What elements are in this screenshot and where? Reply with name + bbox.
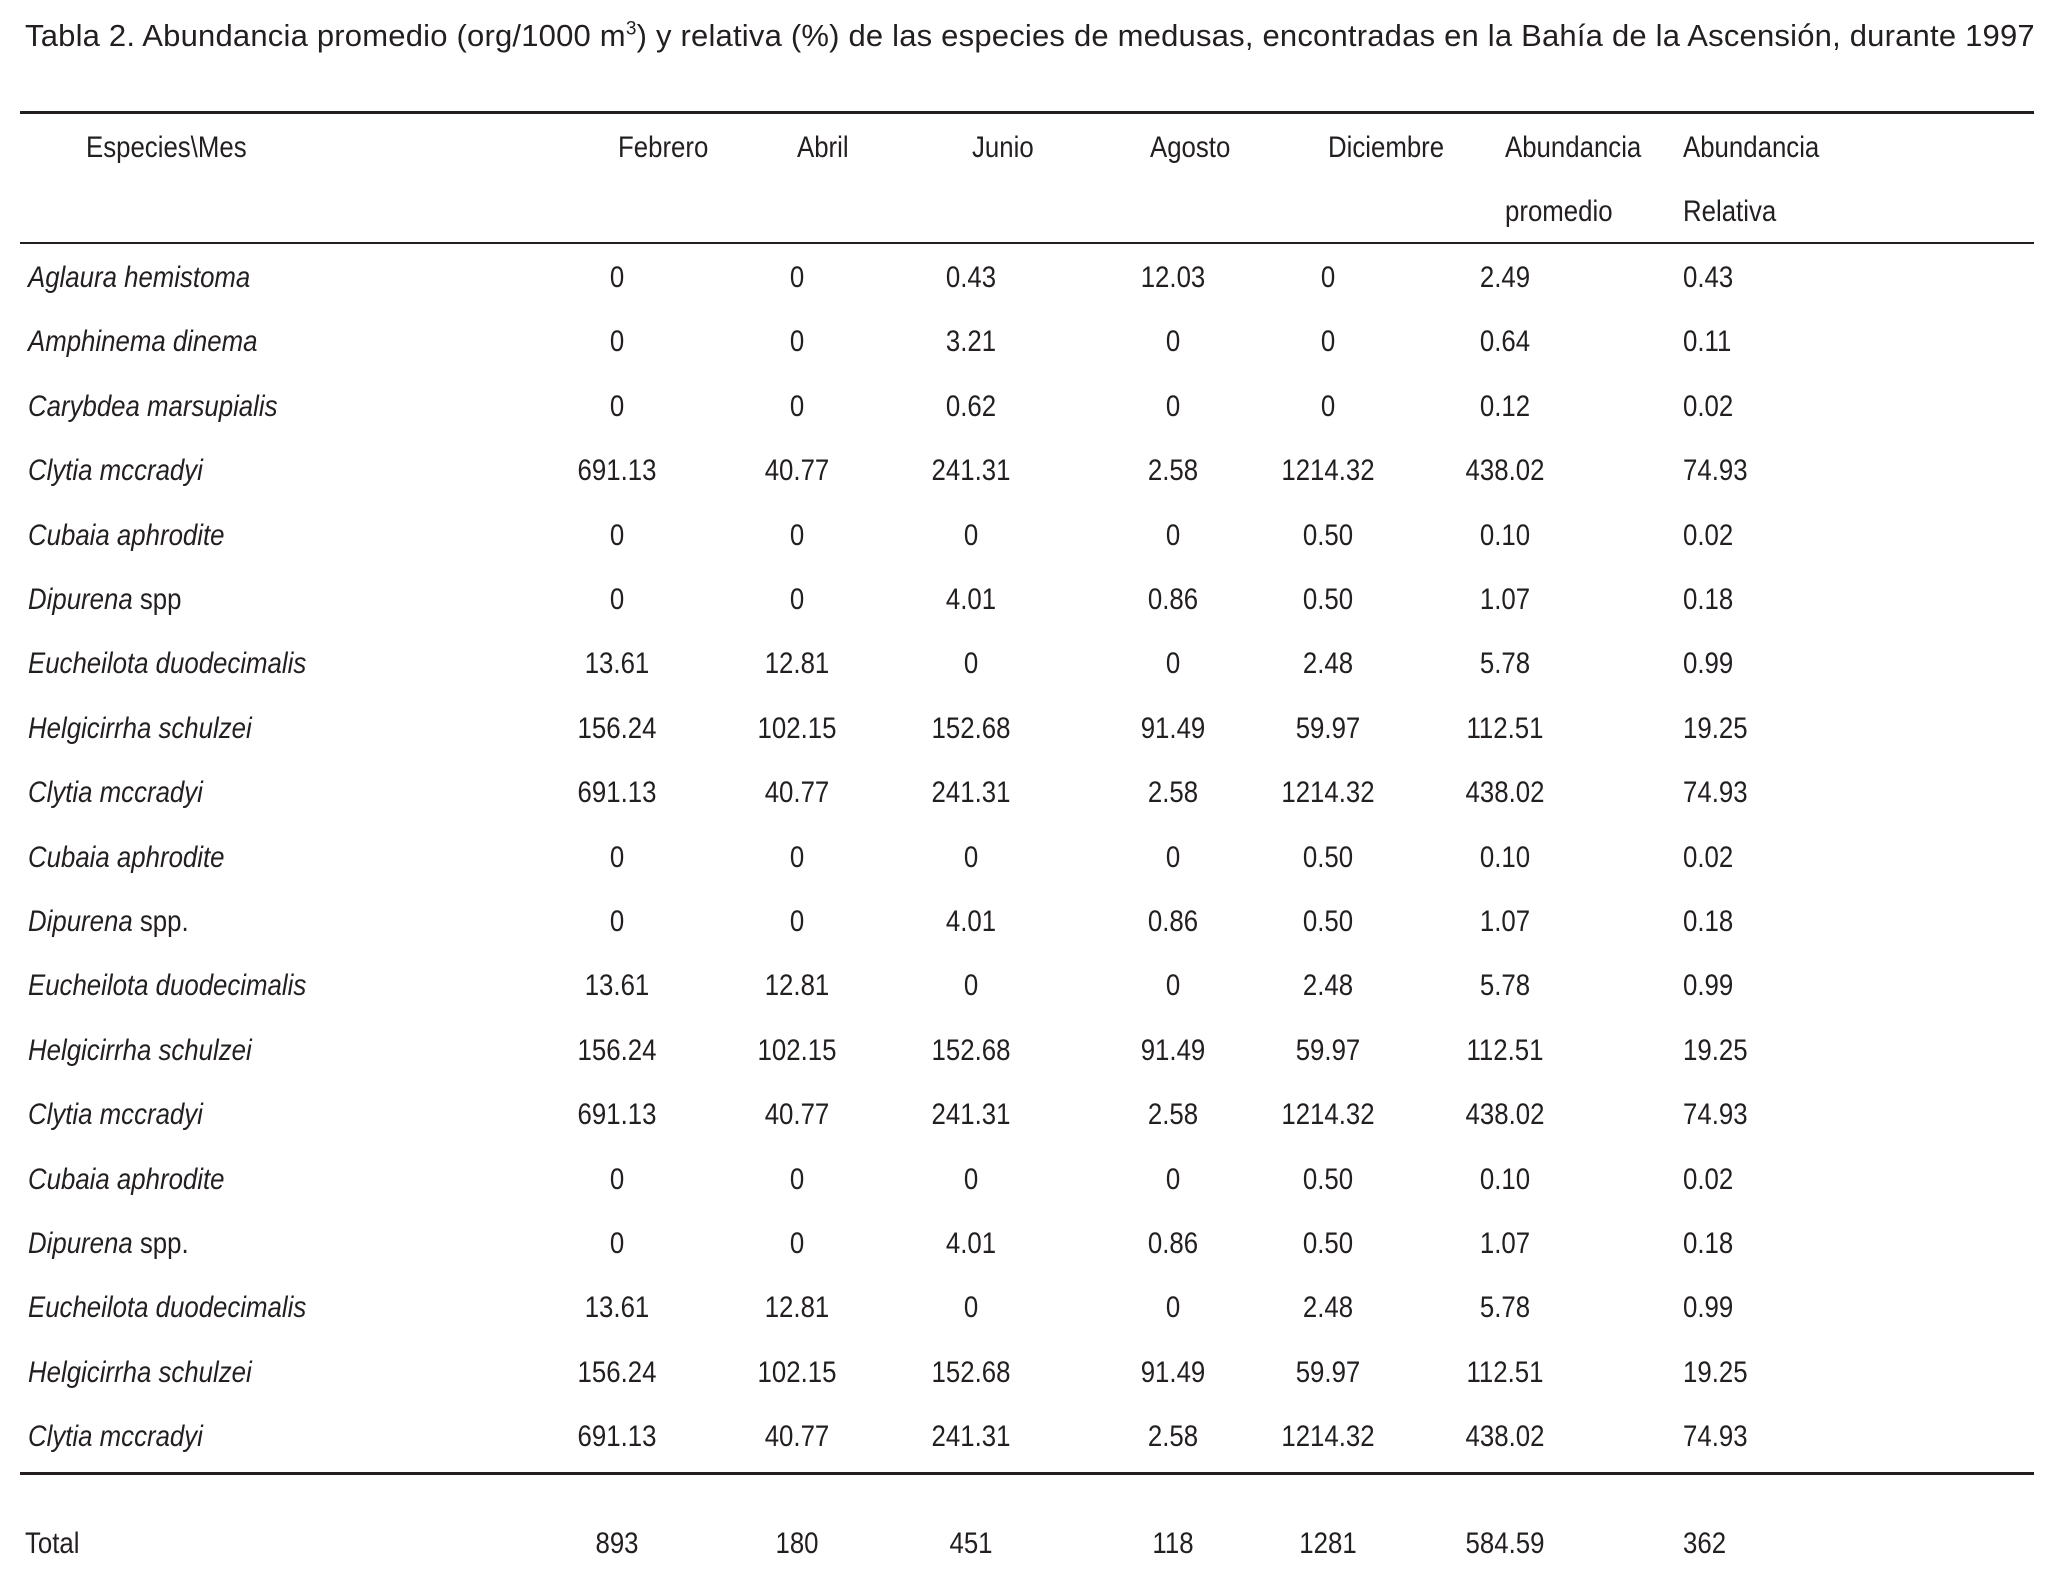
species-name: Clytia mccradyi <box>28 1098 203 1132</box>
cell-junio: 4.01 <box>945 905 997 938</box>
cell-febrero: 13.61 <box>584 1291 650 1325</box>
cell-relativa: 19.25 <box>1683 711 1748 745</box>
species-name: Helgicirrha schulzei <box>28 1355 252 1389</box>
cell-agosto: 0.86 <box>1147 583 1199 616</box>
species-name: Eucheilota duodecimalis <box>28 647 307 681</box>
cell-febrero: 0 <box>609 905 625 938</box>
cell-agosto: 2.58 <box>1147 454 1199 488</box>
cell-relativa: 0.02 <box>1683 840 1734 874</box>
cell-junio: 0 <box>963 1291 979 1325</box>
cell-diciembre: 1214.32 <box>1281 1098 1375 1132</box>
cell-abril: 0 <box>789 261 805 294</box>
table-row <box>0 1083 2050 1147</box>
table-row <box>0 310 2050 374</box>
species-name: Clytia mccradyi <box>28 776 203 810</box>
table-row <box>0 1341 2050 1405</box>
cell-febrero: 0 <box>609 583 625 616</box>
cell-diciembre: 2.48 <box>1302 1291 1354 1325</box>
table-row <box>0 504 2050 568</box>
cell-promedio: 0.10 <box>1479 518 1531 552</box>
species-name: Clytia mccradyi <box>28 454 203 488</box>
species-name: Helgicirrha schulzei <box>28 711 252 745</box>
cell-species <box>28 761 203 825</box>
cell-febrero: 0 <box>609 261 625 294</box>
total-relativa: 362 <box>1683 1527 1727 1560</box>
cell-abril: 0 <box>789 905 805 938</box>
cell-abril: 0 <box>789 1227 805 1260</box>
cell-febrero: 691.13 <box>577 776 657 810</box>
cell-agosto: 0 <box>1165 840 1181 874</box>
table-row <box>0 697 2050 761</box>
cell-relativa: 0.18 <box>1683 1227 1734 1260</box>
cell-relativa: 19.25 <box>1683 1033 1748 1067</box>
table-row <box>0 761 2050 825</box>
cell-abril: 0 <box>789 389 805 423</box>
header-abundancia-promedio-1: Abundancia <box>1505 131 1642 164</box>
cell-febrero: 13.61 <box>584 647 650 681</box>
total-abril: 180 <box>775 1527 819 1560</box>
cell-junio: 0 <box>963 518 979 552</box>
table-row <box>0 1019 2050 1083</box>
cell-diciembre: 59.97 <box>1295 1033 1361 1067</box>
cell-promedio: 112.51 <box>1466 1033 1544 1067</box>
cell-relativa: 0.99 <box>1683 647 1734 681</box>
cell-relativa: 74.93 <box>1683 776 1748 810</box>
table-row <box>0 1276 2050 1340</box>
cell-promedio: 0.12 <box>1479 389 1531 423</box>
cell-agosto: 0 <box>1165 389 1181 423</box>
species-suffix: spp <box>132 583 182 616</box>
table-row <box>0 439 2050 503</box>
header-abundancia-relativa-2: Relativa <box>1683 195 1777 228</box>
cell-relativa: 0.99 <box>1683 969 1734 1003</box>
caption-text-end: ) y relativa (%) de las especies de medusas, encontradas en la Bahía de la Ascensión, durante 1997 <box>636 18 2035 53</box>
cell-junio: 0.62 <box>945 389 997 423</box>
cell-junio: 0 <box>963 969 979 1003</box>
cell-species <box>28 826 225 890</box>
species-name: Dipurena <box>28 905 133 938</box>
cell-junio: 152.68 <box>931 1033 1011 1067</box>
cell-agosto: 2.58 <box>1147 1098 1199 1132</box>
cell-species <box>28 890 189 954</box>
total-row <box>0 1512 2050 1576</box>
header-agosto: Agosto <box>1150 131 1231 164</box>
cell-junio: 241.31 <box>931 1420 1011 1454</box>
cell-species <box>28 632 306 696</box>
cell-promedio: 1.07 <box>1479 1227 1531 1260</box>
cell-agosto: 2.58 <box>1147 776 1199 810</box>
table-row <box>0 632 2050 696</box>
cell-relativa: 0.02 <box>1683 1162 1734 1196</box>
cell-relativa: 0.02 <box>1683 389 1734 423</box>
cell-abril: 0 <box>789 583 805 616</box>
cell-relativa: 0.99 <box>1683 1291 1734 1325</box>
bottom-rule <box>20 1472 2034 1475</box>
cell-promedio: 0.10 <box>1479 840 1531 874</box>
cell-diciembre: 0.50 <box>1302 583 1354 616</box>
cell-diciembre: 1214.32 <box>1281 1420 1375 1454</box>
cell-agosto: 0 <box>1165 647 1181 681</box>
cell-febrero: 0 <box>609 325 625 359</box>
cell-relativa: 0.43 <box>1683 261 1734 294</box>
cell-diciembre: 0.50 <box>1302 840 1354 874</box>
species-name: Cubaia aphrodite <box>28 840 225 874</box>
cell-species <box>28 954 306 1018</box>
cell-relativa: 0.18 <box>1683 905 1734 938</box>
cell-species <box>28 504 225 568</box>
table-row <box>0 375 2050 439</box>
cell-promedio: 5.78 <box>1479 969 1531 1003</box>
cell-abril: 0 <box>789 325 805 359</box>
cell-abril: 40.77 <box>764 1420 830 1454</box>
cell-agosto: 0 <box>1165 1291 1181 1325</box>
cell-promedio: 5.78 <box>1479 647 1531 681</box>
cell-diciembre: 1214.32 <box>1281 776 1375 810</box>
species-name: Aglaura hemistoma <box>28 261 251 294</box>
cell-relativa: 74.93 <box>1683 454 1748 488</box>
cell-diciembre: 0.50 <box>1302 518 1354 552</box>
cell-species <box>28 1405 203 1469</box>
cell-junio: 241.31 <box>931 454 1011 488</box>
cell-diciembre: 0 <box>1320 389 1336 423</box>
cell-promedio: 5.78 <box>1479 1291 1531 1325</box>
cell-junio: 4.01 <box>945 1227 997 1260</box>
cell-febrero: 691.13 <box>577 1420 657 1454</box>
cell-agosto: 0 <box>1165 1162 1181 1196</box>
caption-superscript: 3 <box>625 18 637 40</box>
table-row <box>0 568 2050 632</box>
cell-abril: 40.77 <box>764 454 830 488</box>
cell-junio: 241.31 <box>931 1098 1011 1132</box>
cell-species <box>28 1212 189 1276</box>
cell-diciembre: 2.48 <box>1302 647 1354 681</box>
table-row <box>0 890 2050 954</box>
cell-abril: 102.15 <box>757 1033 837 1067</box>
header-abril: Abril <box>797 131 849 164</box>
cell-diciembre: 0.50 <box>1302 1162 1354 1196</box>
cell-agosto: 12.03 <box>1140 261 1206 294</box>
cell-junio: 4.01 <box>945 583 997 616</box>
cell-abril: 102.15 <box>757 711 837 745</box>
cell-species <box>28 1019 252 1083</box>
cell-promedio: 1.07 <box>1479 905 1531 938</box>
cell-abril: 40.77 <box>764 1098 830 1132</box>
cell-diciembre: 59.97 <box>1295 1355 1361 1389</box>
species-name: Eucheilota duodecimalis <box>28 1291 307 1325</box>
total-promedio: 584.59 <box>1465 1527 1545 1560</box>
cell-junio: 241.31 <box>931 776 1011 810</box>
cell-diciembre: 1214.32 <box>1281 454 1375 488</box>
cell-abril: 0 <box>789 840 805 874</box>
cell-abril: 12.81 <box>764 969 830 1003</box>
cell-abril: 12.81 <box>764 647 830 681</box>
cell-diciembre: 2.48 <box>1302 969 1354 1003</box>
cell-agosto: 0.86 <box>1147 1227 1199 1260</box>
cell-species <box>28 1276 306 1340</box>
species-name: Eucheilota duodecimalis <box>28 969 307 1003</box>
cell-species <box>28 1341 252 1405</box>
cell-promedio: 0.64 <box>1479 325 1531 359</box>
cell-species <box>28 1083 203 1147</box>
cell-junio: 0 <box>963 840 979 874</box>
species-name: Carybdea marsupialis <box>28 389 278 423</box>
cell-febrero: 691.13 <box>577 454 657 488</box>
cell-promedio: 112.51 <box>1466 1355 1544 1389</box>
cell-febrero: 156.24 <box>577 1033 657 1067</box>
cell-agosto: 0.86 <box>1147 905 1199 938</box>
cell-diciembre: 59.97 <box>1295 711 1361 745</box>
cell-abril: 40.77 <box>764 776 830 810</box>
cell-relativa: 19.25 <box>1683 1355 1748 1389</box>
cell-agosto: 91.49 <box>1140 711 1206 745</box>
table-row <box>0 1212 2050 1276</box>
cell-species <box>28 439 203 503</box>
header-rule <box>20 242 2034 244</box>
cell-junio: 152.68 <box>931 711 1011 745</box>
cell-diciembre: 0 <box>1320 261 1336 294</box>
table-row <box>0 1405 2050 1469</box>
cell-febrero: 156.24 <box>577 1355 657 1389</box>
species-name: Helgicirrha schulzei <box>28 1033 252 1067</box>
cell-promedio: 438.02 <box>1465 1420 1545 1454</box>
species-name: Cubaia aphrodite <box>28 1162 225 1196</box>
cell-agosto: 91.49 <box>1140 1355 1206 1389</box>
cell-agosto: 0 <box>1165 518 1181 552</box>
species-suffix: spp. <box>132 1227 189 1260</box>
cell-agosto: 0 <box>1165 969 1181 1003</box>
header-species: Especies\Mes <box>86 131 247 164</box>
cell-diciembre: 0.50 <box>1302 1227 1354 1260</box>
species-name: Amphinema dinema <box>28 325 258 359</box>
cell-febrero: 0 <box>609 389 625 423</box>
species-name: Cubaia aphrodite <box>28 518 225 552</box>
cell-junio: 0 <box>963 647 979 681</box>
total-label: Total <box>25 1527 80 1560</box>
cell-febrero: 156.24 <box>577 711 657 745</box>
cell-febrero: 0 <box>609 518 625 552</box>
cell-junio: 152.68 <box>931 1355 1011 1389</box>
cell-febrero: 13.61 <box>584 969 650 1003</box>
cell-relativa: 0.02 <box>1683 518 1734 552</box>
cell-promedio: 0.10 <box>1479 1162 1531 1196</box>
table-caption <box>25 16 2035 55</box>
cell-promedio: 438.02 <box>1465 776 1545 810</box>
header-junio: Junio <box>972 131 1034 164</box>
cell-species <box>28 1148 225 1212</box>
table-row <box>0 826 2050 890</box>
cell-junio: 0.43 <box>945 261 997 294</box>
top-rule <box>20 111 2034 114</box>
total-febrero: 893 <box>595 1527 639 1560</box>
cell-relativa: 0.11 <box>1683 325 1732 359</box>
total-diciembre: 1281 <box>1299 1527 1357 1560</box>
cell-relativa: 0.18 <box>1683 583 1734 616</box>
cell-promedio: 2.49 <box>1479 261 1531 294</box>
cell-promedio: 438.02 <box>1465 454 1545 488</box>
cell-febrero: 0 <box>609 1227 625 1260</box>
table-row <box>0 1148 2050 1212</box>
species-name: Dipurena <box>28 1227 133 1260</box>
cell-diciembre: 0 <box>1320 325 1336 359</box>
cell-relativa: 74.93 <box>1683 1098 1748 1132</box>
cell-abril: 12.81 <box>764 1291 830 1325</box>
cell-abril: 0 <box>789 518 805 552</box>
cell-promedio: 112.51 <box>1466 711 1544 745</box>
cell-febrero: 0 <box>609 1162 625 1196</box>
cell-promedio: 1.07 <box>1479 583 1531 616</box>
cell-abril: 102.15 <box>757 1355 837 1389</box>
cell-agosto: 91.49 <box>1140 1033 1206 1067</box>
cell-species <box>28 375 278 439</box>
cell-febrero: 0 <box>609 840 625 874</box>
cell-junio: 0 <box>963 1162 979 1196</box>
table-row <box>0 954 2050 1018</box>
species-name: Clytia mccradyi <box>28 1420 203 1454</box>
cell-agosto: 0 <box>1165 325 1181 359</box>
header-febrero: Febrero <box>618 131 709 164</box>
cell-species <box>28 246 250 310</box>
header-diciembre: Diciembre <box>1328 131 1445 164</box>
cell-species <box>28 310 257 374</box>
cell-diciembre: 0.50 <box>1302 905 1354 938</box>
cell-promedio: 438.02 <box>1465 1098 1545 1132</box>
total-junio: 451 <box>949 1527 993 1560</box>
species-suffix: spp. <box>132 905 189 938</box>
header-abundancia-promedio-2: promedio <box>1505 195 1613 228</box>
cell-species <box>28 568 181 632</box>
cell-abril: 0 <box>789 1162 805 1196</box>
cell-junio: 3.21 <box>945 325 997 359</box>
cell-agosto: 2.58 <box>1147 1420 1199 1454</box>
cell-species <box>28 697 252 761</box>
cell-febrero: 691.13 <box>577 1098 657 1132</box>
header-abundancia-relativa-1: Abundancia <box>1683 131 1820 164</box>
table-row <box>0 246 2050 310</box>
species-name: Dipurena <box>28 583 133 616</box>
total-agosto: 118 <box>1152 1527 1194 1560</box>
caption-text: Tabla 2. Abundancia promedio (org/1000 m <box>25 18 626 53</box>
cell-relativa: 74.93 <box>1683 1420 1748 1454</box>
